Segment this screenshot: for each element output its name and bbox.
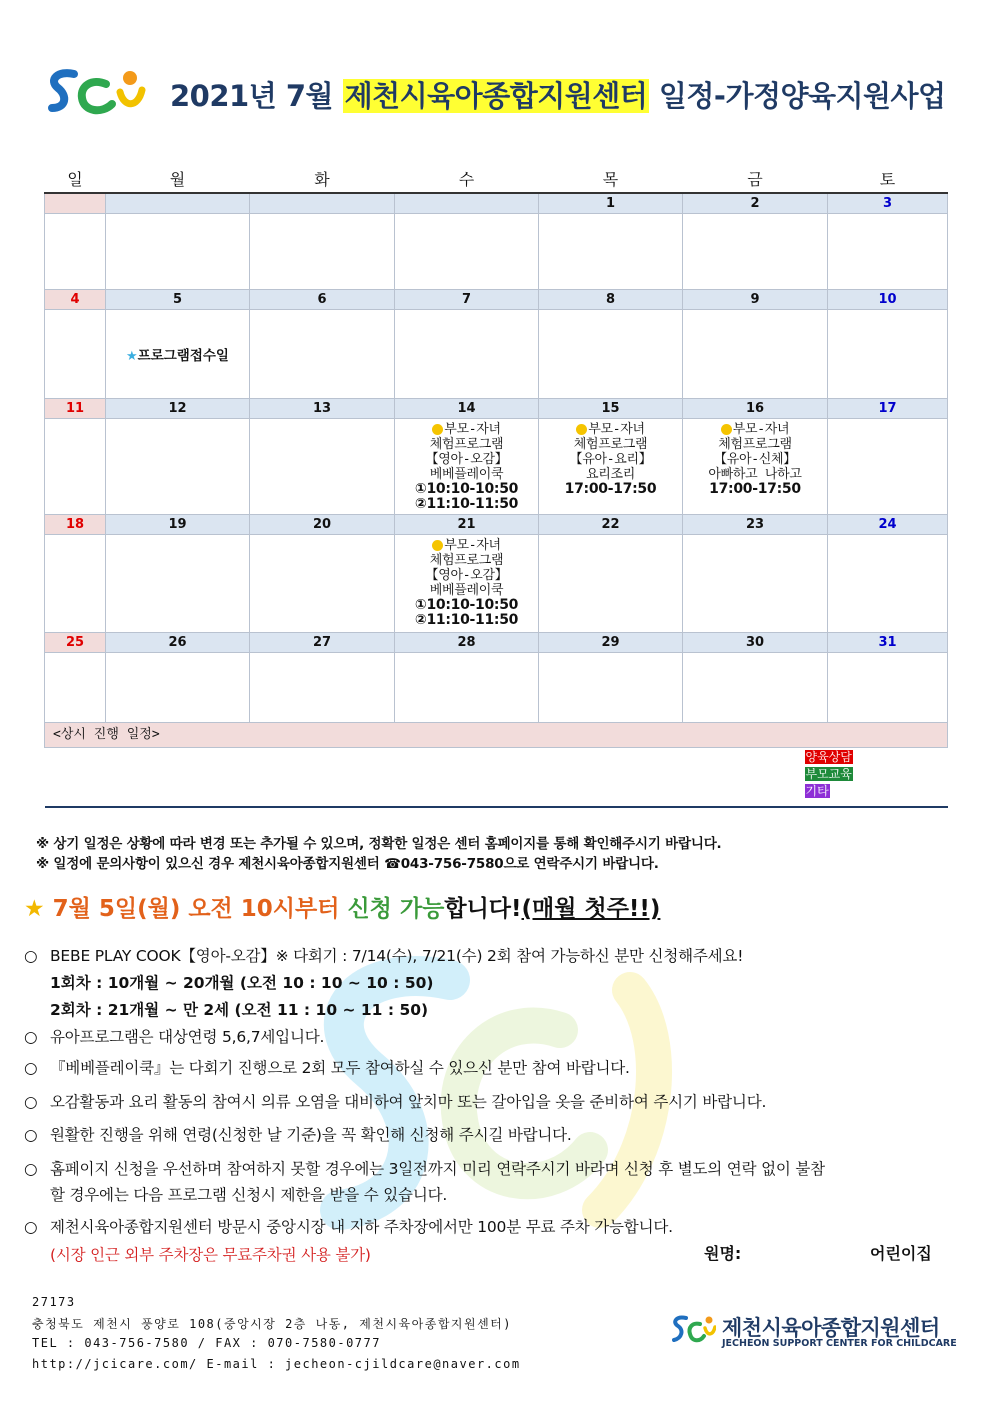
info-item-age: ○ 유아프로그램은 대상연령 5,6,7세입니다.: [24, 1028, 325, 1046]
date-cell: 29: [539, 633, 683, 653]
day-cell: [45, 214, 106, 290]
date-cell: 4: [45, 290, 106, 310]
date-cell: 12: [106, 399, 250, 419]
legend-etc: 기타: [805, 784, 829, 798]
date-cell: 17: [828, 399, 948, 419]
date-cell: 14: [395, 399, 539, 419]
date-cell: 25: [45, 633, 106, 653]
date-cell: 11: [45, 399, 106, 419]
legend: [45, 748, 948, 808]
day-cell: [395, 653, 539, 723]
date-cell: 28: [395, 633, 539, 653]
day-cell: [250, 214, 395, 290]
date-cell: 16: [683, 399, 828, 419]
date-cell: 9: [683, 290, 828, 310]
week-2-events: [45, 310, 948, 399]
event-bebe-play-cook: 부모-자녀 체험프로그램 【영아-오감】 베베플레이쿡 ①10:10-10:50 ②11:10-11:50: [414, 538, 519, 628]
legend-row: [45, 748, 948, 808]
legend-parent-education: 부모교육: [805, 767, 852, 781]
footer-web[interactable]: http://jcicare.com/ E-mail : jecheon-cjildcare@naver.com: [32, 1357, 521, 1371]
daycare-label: 어린이집: [870, 1244, 932, 1263]
week-2-dates: [45, 290, 948, 310]
event-registration-day: ★프로그램접수일: [126, 348, 229, 364]
date-cell: 3: [828, 193, 948, 214]
day-cell: [395, 214, 539, 290]
day-cell: [539, 653, 683, 723]
week-5-dates: [45, 633, 948, 653]
week-5-events: [45, 653, 948, 723]
info-item-parking: ○ 제천시육아종합지원센터 방문시 중앙시장 내 지하 주차장에서만 100분 무료 주차 가능합니다.: [24, 1218, 673, 1236]
date-cell: 20: [250, 515, 395, 535]
day-cell: [106, 653, 250, 723]
date-cell: 8: [539, 290, 683, 310]
date-cell: 24: [828, 515, 948, 535]
footer-org-name-en: JECHEON SUPPORT CENTER FOR CHILDCARE: [722, 1338, 957, 1349]
weekday-mon: 월: [106, 168, 250, 193]
date-cell: 6: [250, 290, 395, 310]
date-cell: 21: [395, 515, 539, 535]
date-cell: 30: [683, 633, 828, 653]
day-cell: [250, 419, 395, 515]
event-cooking: 부모-자녀 체험프로그램 【유아-요리】 요리조리 17:00-17:50: [564, 422, 657, 497]
date-cell: 27: [250, 633, 395, 653]
date-cell: 19: [106, 515, 250, 535]
date-cell: [250, 193, 395, 214]
day-cell-jul14: [395, 419, 539, 515]
footer-tel: TEL : 043-756-7580 / FAX : 070-7580-0777: [32, 1336, 381, 1350]
week-4-events: [45, 535, 948, 633]
day-cell: [828, 310, 948, 399]
info-item-bebe: ○ BEBE PLAY COOK【영아-오감】※ 다회기 : 7/14(수), 7/21(수) 2회 참여 가능하신 분만 신청해주세요!: [24, 947, 744, 965]
event-physical: 부모-자녀 체험프로그램 【유아-신체】 아빠하고 나하고 17:00-17:50: [708, 422, 802, 497]
date-cell: 18: [45, 515, 106, 535]
date-cell: 13: [250, 399, 395, 419]
day-cell: [683, 214, 828, 290]
page-title: 2021년 7월 제천시육아종합지원센터 일정-가정양육지원사업: [170, 79, 946, 113]
weekday-thu: 목: [539, 168, 683, 193]
date-cell: 10: [828, 290, 948, 310]
day-cell: [683, 310, 828, 399]
day-cell-jul21: [395, 535, 539, 633]
day-cell: [539, 535, 683, 633]
info-item-cancel-cont: 할 경우에는 다음 프로그램 신청시 제한을 받을 수 있습니다.: [50, 1186, 448, 1204]
week-1-events: [45, 214, 948, 290]
wonmyeong-label: 원명:: [704, 1244, 742, 1263]
day-cell: [828, 653, 948, 723]
center-logo: [44, 64, 148, 120]
date-cell: [395, 193, 539, 214]
date-cell: 7: [395, 290, 539, 310]
info-item-check-age: ○ 원활한 진행을 위해 연령(신청한 날 기준)을 꼭 확인해 신청해 주시길 바랍니다.: [24, 1126, 572, 1144]
day-cell-jul16: [683, 419, 828, 515]
info-parking-warning: (시장 인근 외부 주차장은 무료주차권 사용 불가): [50, 1246, 371, 1264]
star-icon: ★: [24, 896, 45, 922]
day-cell: [250, 535, 395, 633]
footer-zip: 27173: [32, 1295, 76, 1309]
ongoing-label: <상시 진행 일정>: [45, 723, 948, 748]
day-cell: [106, 419, 250, 515]
day-cell: [250, 310, 395, 399]
info-item-clothes: ○ 오감활동과 요리 활동의 참여시 의류 오염을 대비하여 앞치마 또는 갈아입을 옷을 준비하여 주시기 바랍니다.: [24, 1093, 767, 1111]
day-cell: [828, 214, 948, 290]
yellow-dot-icon: [721, 424, 732, 435]
day-cell: [828, 419, 948, 515]
day-cell: [828, 535, 948, 633]
weekday-fri: 금: [683, 168, 828, 193]
day-cell-jul5: [106, 310, 250, 399]
day-cell: [45, 535, 106, 633]
date-cell: 26: [106, 633, 250, 653]
info-session-2: 2회차 : 21개월 ~ 만 2세 (오전 11 : 10 ~ 11 : 50): [50, 1001, 429, 1019]
date-cell: 5: [106, 290, 250, 310]
weekday-sat: 토: [828, 168, 948, 193]
day-cell: [106, 535, 250, 633]
date-cell: [45, 193, 106, 214]
legend-parenting-counsel: 양육상담: [805, 750, 852, 764]
info-item-multi-session: ○ 『베베플레이쿡』는 다회기 진행으로 2회 모두 참여하실 수 있으신 분만 참여 바랍니다.: [24, 1059, 630, 1077]
day-cell: [45, 310, 106, 399]
day-cell: [45, 419, 106, 515]
weekday-wed: 수: [395, 168, 539, 193]
footer-org-name: 제천시육아종합지원센터: [722, 1316, 940, 1340]
info-item-cancel: ○ 홈페이지 신청을 우선하며 참여하지 못할 경우에는 3일전까지 미리 연락주시기 바라며 신청 후 별도의 연락 없이 불참: [24, 1160, 825, 1178]
weekday-sun: 일: [45, 168, 106, 193]
week-3-dates: [45, 399, 948, 419]
date-cell: 23: [683, 515, 828, 535]
day-cell: [395, 310, 539, 399]
footer-logo-icon: [672, 1312, 716, 1348]
date-cell: 1: [539, 193, 683, 214]
date-cell: 31: [828, 633, 948, 653]
event-bebe-play-cook: 부모-자녀 체험프로그램 【영아-오감】 베베플레이쿡 ①10:10-10:50 ②11:10-11:50: [414, 422, 519, 512]
day-cell: [250, 653, 395, 723]
date-cell: [106, 193, 250, 214]
week-4-dates: [45, 515, 948, 535]
application-announcement: ★ 7월 5일(월) 오전 10시부터 신청 가능합니다!(매월 첫주!!): [24, 896, 661, 922]
day-cell: [683, 535, 828, 633]
yellow-dot-icon: [576, 424, 587, 435]
yellow-dot-icon: [432, 424, 443, 435]
date-cell: 15: [539, 399, 683, 419]
ongoing-row: [45, 723, 948, 748]
day-cell: [539, 310, 683, 399]
day-cell: [539, 214, 683, 290]
yellow-dot-icon: [432, 540, 443, 551]
weekday-header: [45, 168, 948, 193]
date-cell: 22: [539, 515, 683, 535]
notice-contact: ※ 일정에 문의사항이 있으신 경우 제천시육아종합지원센터 ☎043-756-7580으로 연락주시기 바랍니다.: [36, 856, 659, 872]
day-cell: [106, 214, 250, 290]
week-1-dates: [45, 193, 948, 214]
day-cell: [683, 653, 828, 723]
info-session-1: 1회차 : 10개월 ~ 20개월 (오전 10 : 10 ~ 10 : 50): [50, 974, 434, 992]
title-highlight: 제천시육아종합지원센터: [344, 79, 648, 113]
star-icon: ★: [126, 349, 138, 364]
day-cell-jul15: [539, 419, 683, 515]
weekday-tue: 화: [250, 168, 395, 193]
date-cell: 2: [683, 193, 828, 214]
notice-schedule-change: ※ 상기 일정은 상황에 따라 변경 또는 추가될 수 있으며, 정확한 일정은 센터 홈페이지를 통해 확인해주시기 바랍니다.: [36, 836, 722, 852]
week-3-events: [45, 419, 948, 515]
footer-address: 충청북도 제천시 풍양로 108(중앙시장 2층 나동, 제천시육아종합지원센터): [32, 1317, 512, 1331]
calendar: [44, 168, 948, 808]
day-cell: [45, 653, 106, 723]
